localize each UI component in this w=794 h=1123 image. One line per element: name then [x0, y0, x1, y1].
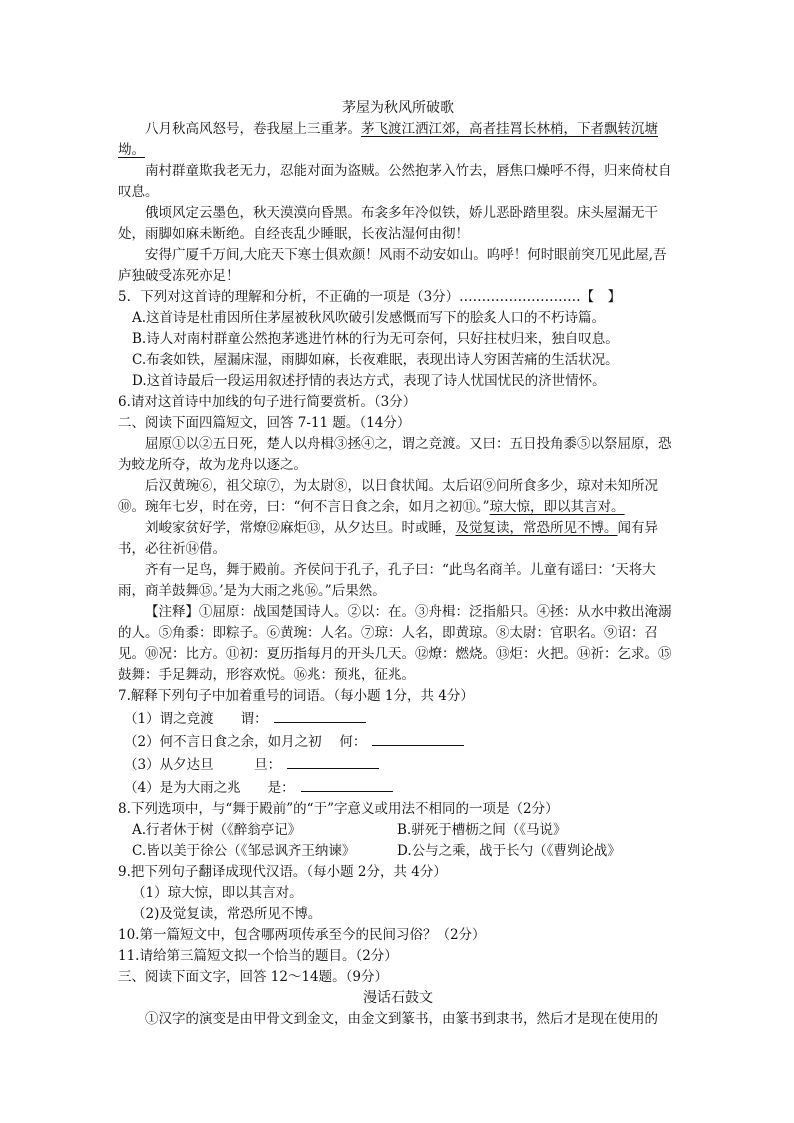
answer-blank[interactable] [301, 776, 393, 792]
question-7-item-2-text: （2）何不言日食之余，如月之初 何： [124, 734, 367, 750]
question-7-item-1-text: （1）谓之竞渡 谓： [124, 711, 268, 727]
question-8-option-b: B.骈死于槽枥之间（《马说》 [397, 822, 567, 838]
question-9-item-1: （1）琼大惊，即以其言对。 [132, 885, 303, 901]
question-8-option-a: A.行者休于树（《醉翁亭记》 [132, 822, 302, 838]
question-7-item-4-text: （4）是为大雨之兆 是： [124, 780, 295, 796]
question-6: 6.请对这首诗中加线的句子进行简要赏析。（3分） [118, 394, 417, 410]
article-paragraph-1: ①汉字的演变是由甲骨文到金文，由金文到篆书，由篆书到隶书，然后才是现在使用的 [145, 1011, 658, 1027]
question-5-option-b: B.诗人对南村群童公然抱茅逃进竹林的行为无可奈何，只好拄杖归来，独自叹息。 [132, 331, 619, 347]
poem-stanza-4: 安得广厦千万间,大庇天下寒士俱欢颜！风雨不动安如山。呜呼！何时眼前突兀见此屋,吾庐独破受冻死亦足！ [118, 247, 667, 284]
answer-blank[interactable] [274, 707, 366, 723]
passage-2 [118, 476, 678, 518]
passage-2-underlined: 琼大惊，即以其言对。 [489, 499, 625, 515]
question-7-item-2 [118, 730, 678, 753]
passage-3 [118, 518, 678, 560]
answer-blank[interactable] [287, 753, 379, 769]
poem-stanza-2: 南村群童欺我老无力，忍能对面为盗贼。公然抱茅入竹去，唇焦口燥呼不得，归来倚杖自叹息。 [118, 163, 672, 200]
page-content [118, 98, 678, 1030]
article-title: 漫话石鼓文 [363, 990, 433, 1006]
question-7-item-1 [118, 707, 678, 730]
poem-title: 茅屋为秋风所破歌 [342, 100, 454, 116]
question-7-item-4 [118, 776, 678, 799]
question-8-options-row-2 [118, 841, 678, 862]
question-8-option-d: D.公与之乘，战于长勺（《曹刿论战》 [397, 843, 621, 859]
section-2-heading: 二、阅读下面四篇短文，回答 7-11 题。（14分） [118, 415, 411, 431]
passage-1: 屈原①以②五日死，楚人以舟楫③拯④之，谓之竞渡。又曰：五日投角黍⑤以祭屈原，恐为蛟龙所夺，故为龙舟以逐之。 [118, 436, 672, 473]
question-10: 10.第一篇短文中，包含哪两项传承至今的民间习俗？（2分） [118, 927, 486, 943]
passage-3-underlined: 及觉复读，常恐所见不博。 [455, 520, 618, 536]
passage-3-text: 刘峻家贫好学，常燎⑫麻炬⑬，从夕达旦。时或睡， [145, 520, 456, 536]
question-8-stem: 8.下列选项中，与“舞于殿前”的“于”字意义或用法不相同的一项是（2分） [118, 801, 559, 817]
section-3-heading: 三、阅读下面文字，回答 12～14题。（9分） [118, 969, 388, 985]
annotations: 【注释】①屈原：战国楚国诗人。②以：在。③舟楫：泛指船只。④拯：从水中救出淹溺的人。⑤角黍：即粽子。⑥黄琬：人名。⑦琼：人名，即黄琼。⑧太尉：官职名。⑨诏：召见。⑩况：比方。⑪初：夏历指每月的开头几天。⑫燎：燃烧。⑬炬：火把。⑭祈：乞求。⑮鼓舞：手足舞动，形容欢悦。⑯兆：预兆，征兆。 [118, 604, 672, 683]
question-7-stem: 7.解释下列句子中加着重号的词语。（每小题 1分，共 4分） [118, 688, 474, 704]
question-5-option-a: A.这首诗是杜甫因所住茅屋被秋风吹破引发感慨而写下的脍炙人口的不朽诗篇。 [132, 310, 606, 326]
question-7-item-3-text: （3）从夕达旦 旦： [124, 757, 282, 773]
question-5-option-d: D.这首诗最后一段运用叙述抒情的表达方式，表现了诗人忧国忧民的济世情怀。 [132, 373, 606, 389]
question-5-option-c: C.布衾如铁，屋漏床湿，雨脚如麻，长夜难眠，表现出诗人穷困苦痛的生活状况。 [132, 352, 619, 368]
poem-stanza-1-text: 八月秋高风怒号，卷我屋上三重茅。 [145, 121, 361, 137]
question-8-options-row-1 [118, 820, 678, 841]
passage-3-tail: 闻有异书，必往祈⑭借。 [118, 520, 658, 557]
passage-4: 齐有一足鸟，舞于殿前。齐侯问于孔子，孔子曰：“此鸟名商羊。儿童有谣曰：‘天将大雨，商羊鼓舞⑮。’是为大雨之兆⑯。”后果然。 [118, 562, 656, 599]
question-9-item-2: （2)及觉复读，常恐所见不博。 [132, 906, 322, 922]
question-7-item-3 [118, 753, 678, 776]
passage-2-text: 后汉黄琬⑥，祖父琼⑦，为太尉⑧，以日食状闻。太后诏⑨问所食多少，琼对未知所况⑩。琬年七岁，时在旁，曰：“何不言日食之余，如月之初⑪。” [118, 478, 658, 515]
poem-stanza-1 [118, 119, 678, 161]
poem-underlined-line: 茅飞渡江洒江郊，高者挂罥长林梢，下者飘转沉塘坳。 [118, 121, 658, 158]
question-9-stem: 9.把下列句子翻译成现代汉语。（每小题 2分，共 4分） [118, 864, 447, 880]
answer-blank[interactable] [372, 730, 464, 746]
poem-stanza-3: 俄顷风定云墨色，秋天漠漠向昏黑。布衾多年冷似铁，娇儿恶卧踏里裂。床头屋漏无干处，雨脚如麻未断绝。自经丧乱少睡眠，长夜沾湿何由彻！ [118, 205, 658, 242]
question-11: 11.请给第三篇短文拟一个恰当的题目。（2分） [118, 948, 398, 964]
question-5-stem: 5．下列对这首诗的理解和分析，不正确的一项是（3分）………………………【 】 [118, 289, 622, 305]
question-8-option-c: C.皆以美于徐公（《邹忌讽齐王纳谏》 [132, 843, 356, 859]
